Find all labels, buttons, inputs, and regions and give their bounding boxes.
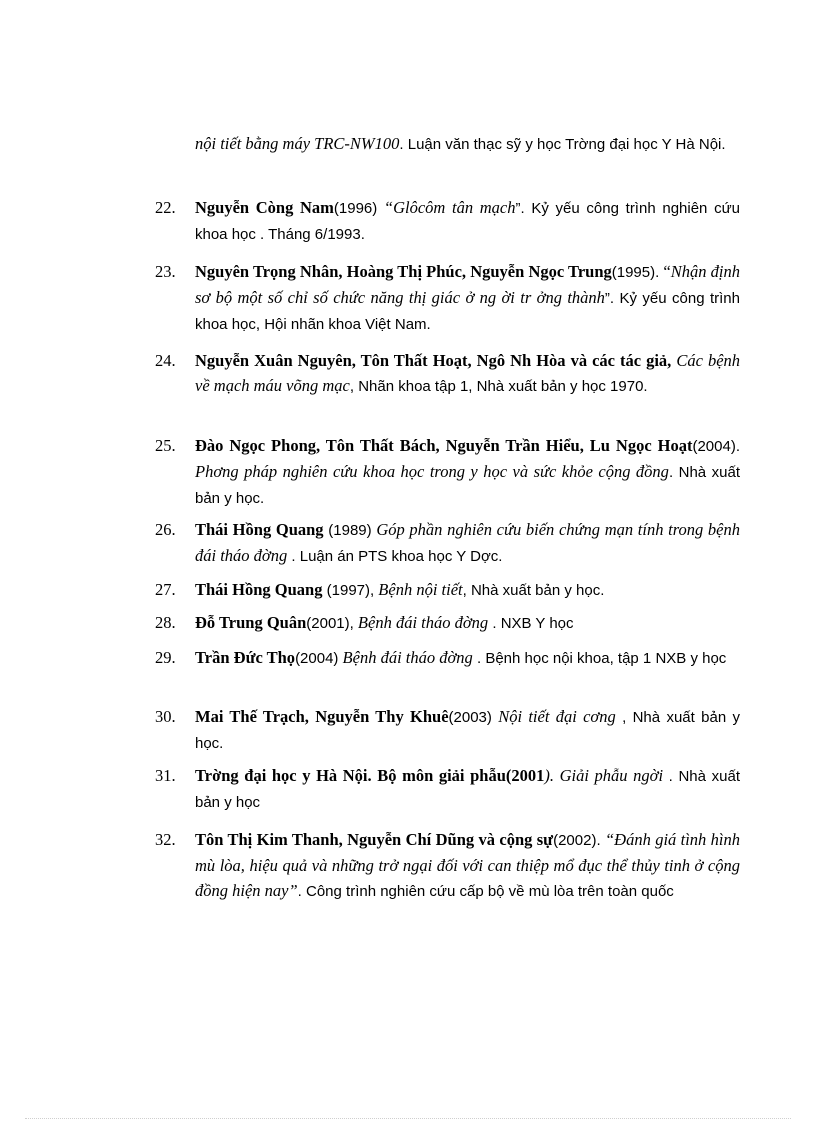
reference-year: (1995). — [611, 264, 660, 281]
reference-source: . Công trình nghiên cứu cấp bộ về mù lòa trên toàn quốc — [297, 883, 674, 900]
reference-source: . NXB Y học — [488, 615, 574, 632]
reference-number: 24. — [155, 351, 176, 370]
reference-authors: Mai Thế Trạch, Nguyễn Thy Khuê — [195, 707, 449, 726]
reference-authors: Nguyễn Còng Nam — [195, 198, 334, 217]
reference-source: ”. Kỷ yếu công trình nghiên cứu khoa học . Tháng 6/1993. — [195, 200, 740, 243]
reference-27 — [155, 577, 740, 603]
reference-number: 30. — [155, 707, 176, 726]
reference-year: (1997), — [322, 582, 375, 599]
reference-title: Glôcôm tân mạch — [393, 198, 516, 217]
reference-31 — [155, 763, 740, 815]
reference-source: , Nhà xuất bản y học. — [462, 582, 605, 599]
reference-title: Nhận định sơ bộ một số chỉ số chức năng thị giác ở ng ời tr ởng thành — [195, 262, 741, 307]
reference-authors: Tôn Thị Kim Thanh, Nguyễn Chí Dũng và cộng sự — [195, 830, 554, 849]
reference-title: Bệnh nội tiết — [378, 580, 463, 599]
reference-source: . Nhà xuất bản y học. — [195, 464, 740, 507]
reference-32 — [155, 827, 740, 904]
reference-title: Các bệnh về mạch máu võng mạc — [195, 351, 741, 395]
reference-number: 23. — [155, 262, 176, 281]
reference-authors: Nguyên Trọng Nhân, Hoàng Thị Phúc, Nguyễn Ngọc Trung — [195, 262, 612, 281]
reference-authors: Đào Ngọc Phong, Tôn Thất Bách, Nguyễn Trần Hiểu, Lu Ngọc Hoạt — [195, 436, 693, 455]
reference-number: 26. — [155, 520, 176, 539]
reference-year: (2003) — [448, 709, 492, 726]
reference-title: Nội tiết đại cơng — [498, 707, 616, 726]
reference-22 — [155, 195, 740, 247]
reference-authors: Nguyễn Xuân Nguyên, Tôn Thất Hoạt, Ngô Nh Hòa và các tác giả, — [195, 351, 672, 370]
reference-punct: “ — [659, 262, 671, 281]
reference-punct: ). — [544, 766, 560, 785]
reference-title: Giải phẫu ngời — [559, 766, 664, 785]
reference-punct: “ — [377, 198, 394, 217]
reference-source: . Luận án PTS khoa học Y Dợc. — [287, 548, 503, 565]
reference-title: “Đánh giá tình hình mù lòa, hiệu quả và những trở ngại đối với can thiệp mổ đục thể thủy tinh ở cộng đồng hiện nay” — [195, 830, 741, 900]
reference-28 — [155, 610, 740, 636]
reference-year: (2004). — [692, 438, 740, 455]
reference-title: Phơng pháp nghiên cứu khoa học trong y học và sức khỏe cộng đồng — [195, 462, 669, 481]
reference-authors: Thái Hồng Quang — [195, 580, 323, 599]
reference-year: (2002). — [553, 832, 601, 849]
reference-authors: Trờng đại học y Hà Nội. Bộ môn giải phẫu(2001 — [195, 766, 545, 785]
reference-source: ”. Kỷ yếu công trình khoa học, Hội nhãn khoa Việt Nam. — [195, 290, 740, 333]
reference-number: 28. — [155, 613, 176, 632]
continuation-text — [195, 131, 740, 157]
reference-number: 25. — [155, 436, 176, 455]
reference-year: (1989) — [323, 522, 372, 539]
reference-year: (2001), — [306, 615, 354, 632]
reference-source: . Bệnh học nội khoa, tập 1 NXB y học — [472, 650, 727, 667]
reference-25 — [155, 433, 740, 511]
reference-number: 27. — [155, 580, 176, 599]
reference-authors: Thái Hồng Quang — [195, 520, 324, 539]
reference-title: Góp phần nghiên cứu biến chứng mạn tính trong bệnh đái tháo đờng — [195, 520, 741, 565]
reference-number: 31. — [155, 766, 176, 785]
reference-26 — [155, 517, 740, 569]
reference-source: , Nhãn khoa tập 1, Nhà xuất bản y học 1970. — [349, 378, 648, 395]
reference-source: , Nhà xuất bản y học. — [195, 709, 741, 752]
reference-title: Bệnh đái tháo đờng — [342, 648, 473, 667]
page-bottom-divider — [25, 1118, 791, 1119]
reference-title: Bệnh đái tháo đờng — [357, 613, 489, 632]
reference-year: (2004) — [295, 650, 339, 667]
reference-authors: Trần Đức Thọ — [195, 648, 296, 667]
continuation-rest: . Luận văn thạc sỹ y học Trờng đại học Y Hà Nội. — [399, 136, 726, 153]
reference-23 — [155, 259, 740, 337]
reference-source: . Nhà xuất bản y học — [195, 768, 740, 811]
reference-30 — [155, 704, 740, 756]
reference-authors: Đỗ Trung Quân — [195, 613, 307, 632]
reference-number: 32. — [155, 830, 176, 849]
reference-24 — [155, 348, 740, 399]
reference-number: 29. — [155, 648, 176, 667]
reference-number: 22. — [155, 198, 176, 217]
reference-29 — [155, 645, 740, 671]
continuation-title: nội tiết bằng máy TRC-NW100 — [195, 134, 400, 153]
reference-year: (1996) — [333, 200, 378, 217]
